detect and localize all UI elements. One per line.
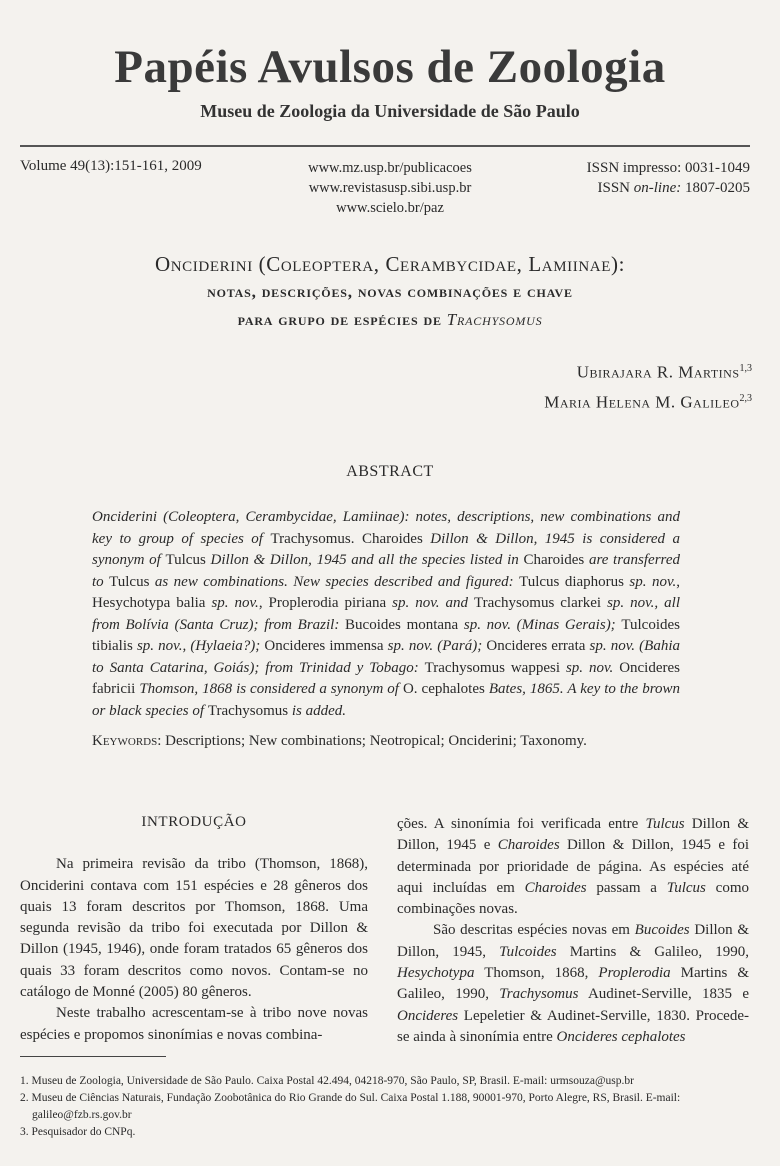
text-segment: Trachysomus (207, 702, 289, 719)
keywords-text: : Descriptions; New combinations; Neotropical; Onciderini; Taxonomy. (157, 733, 587, 749)
text-segment: Trachysomus wappesi (424, 659, 566, 676)
text-segment: Trachysomus clarkei (474, 595, 608, 611)
text-segment: Dillon & Dillon, 1945 e (397, 816, 749, 854)
left-column (20, 812, 368, 1046)
right-paragraph-1 (397, 814, 749, 920)
text-segment: Martins & Galileo, 1990, (397, 965, 749, 1003)
text-segment: Oncideres fabricii (92, 659, 680, 697)
text-segment: como combinações novas. (397, 879, 750, 918)
url-mz[interactable]: www.mz.usp.br/publicacoes (308, 160, 472, 176)
text-segment: is added. (288, 702, 347, 719)
text-segment: Dillon & Dillon, 1945 is considered a synonym of (92, 530, 680, 568)
text-segment: Trachysomus (499, 986, 579, 1003)
text-segment: Tulcus (645, 816, 685, 832)
text-segment: , Proplerodia piriana (258, 595, 393, 611)
text-segment: Oncideres cephalotes (556, 1028, 686, 1045)
text-segment: sp. nov., (Hylaeia?); (136, 638, 265, 654)
footnotes (20, 1073, 750, 1141)
text-segment: Tulcoides (499, 943, 557, 960)
intro-paragraph-2: Neste trabalho acrescentam-se à tribo nove novas espécies e propomos sinonímias e novas combina- (20, 1005, 368, 1043)
journal-title: Papéis Avulsos de Zoologia (114, 41, 666, 93)
url-revistas[interactable]: www.revistasusp.sibi.usp.br (308, 180, 472, 196)
issn-online: ISSN on-line: 1807-0205 (597, 180, 750, 196)
text-segment: Oncideres errata (486, 638, 590, 654)
keywords (92, 733, 680, 750)
text-segment: Trachysomus (270, 530, 351, 547)
text-segment: sp. nov. (Minas Gerais); (463, 616, 622, 633)
text-segment: Thomson, 1868 is considered a synonym of (139, 681, 403, 697)
header-rule (20, 145, 750, 147)
text-segment: sp. nov. (Bahia to Santa Catarina, Goiás); from Trinidad y Tobago: (92, 638, 680, 676)
issn-print: ISSN impresso: 0031-1049 (586, 160, 750, 176)
text-segment: Onciderini (Coleoptera, Cerambycidae, Lamiinae): notes, descriptions, new combinations and key to group of species of (92, 509, 680, 547)
text-segment: Charoides (524, 879, 587, 896)
text-segment: Bates, 1865. A key to the brown or black species of (92, 681, 680, 719)
url-scielo[interactable]: www.scielo.br/paz (336, 200, 444, 216)
text-segment: Charoides (523, 552, 585, 568)
text-segment: Proplerodia (598, 965, 671, 982)
article-title-line2: notas, descrições, novas combinações e chave (207, 282, 573, 301)
footnote-3: 3. Pesquisador do CNPq. (20, 1126, 136, 1138)
footnote-1: 1. Museu de Zoologia, Universidade de São Paulo. Caixa Postal 42.494, 04218-970, São Paulo, SP, Brasil. E-mail: urmsouza@usp.br (20, 1075, 634, 1087)
text-segment: passam a (586, 879, 667, 896)
abstract-heading: ABSTRACT (346, 463, 434, 480)
text-segment: Martins & Galileo, 1990, (556, 943, 749, 960)
text-segment: Tulcoides tibialis (92, 616, 680, 654)
author-martins: Ubirajara R. Martins$^{1,3}$ (576, 362, 752, 382)
text-segment: Dillon & Dillon, 1945 and all the species listed in (205, 552, 524, 568)
text-segment: Tulcus (165, 552, 206, 568)
volume-info: Volume 49(13):151-161, 2009 (20, 158, 202, 174)
keywords-label: Keywords (92, 733, 158, 749)
text-segment: Dillon & Dillon, 1945 e foi determinada por prioridade de página. As espécies até aqui incluídas em (397, 837, 749, 896)
url-list (260, 158, 520, 218)
intro-heading: INTRODUÇÃO (141, 814, 247, 830)
article-title-line3: para grupo de espécies de Trachysomus (237, 310, 543, 329)
text-segment: sp. nov. (211, 595, 259, 611)
text-segment: Audinet-Serville, 1835 e (578, 986, 749, 1003)
author-list (544, 356, 752, 415)
text-segment: sp. nov. (Pará); (387, 638, 487, 654)
article-title (0, 250, 780, 334)
journal-subtitle: Museu de Zoologia da Universidade de São Paulo (200, 101, 580, 121)
issn-block (587, 158, 750, 198)
text-segment: Tulcus diaphorus (519, 573, 630, 590)
text-segment: Oncideres (397, 1007, 459, 1024)
text-segment: Charoides (497, 837, 560, 854)
text-segment: sp. nov. (565, 659, 620, 676)
text-segment: , Hesychotypa balia (92, 573, 680, 611)
intro-paragraph-1: Na primeira revisão da tribo (Thomson, 1868), Onciderini contava com 151 espécies e 28 gêneros dos quais 13 foram descritos por Thomson, 1868. Uma segunda revisão da tribo foi executada por Dillon & Dillon (1945, 1946), onde foram tratados 65 gêneros dos quais 33 foram descritos como novos. Contam-se no catálogo de Monné (2005) 80 gêneros. (20, 856, 368, 1001)
article-title-line1: Onciderini (Coleoptera, Cerambycidae, Lamiinae): (154, 252, 626, 276)
text-segment: as new combinations. New species described and figured: (149, 573, 520, 590)
author-galileo: Maria Helena M. Galileo$^{2,3}$ (544, 392, 752, 412)
text-segment: Bucoides (634, 922, 690, 939)
abstract-body (92, 507, 680, 722)
text-segment: sp. nov., all from Bolívia (Santa Cruz); from Brazil: (92, 595, 680, 633)
text-segment: Bucoides montana (345, 616, 464, 633)
right-paragraph-2 (397, 920, 749, 1048)
text-segment: Thomson, 1868, (474, 965, 599, 982)
text-segment: Dillon & Dillon, 1945, (397, 922, 749, 960)
text-segment: sp. nov. (629, 573, 677, 590)
footnote-2: 2. Museu de Ciências Naturais, Fundação Zoobotânica do Rio Grande do Sul. Caixa Postal 1.188, 90001-970, Porto Alegre, RS, Brasil. E-mail: galileo@fzb.rs.gov.br (20, 1092, 681, 1121)
text-segment: ções. A sinonímia foi verificada entre (397, 816, 646, 832)
text-segment: Tulcus (666, 879, 706, 896)
right-column (397, 814, 749, 1048)
text-segment: Tulcus (109, 573, 150, 590)
text-segment: São descritas espécies novas em (433, 922, 635, 939)
text-segment: Hesychotypa (397, 965, 475, 982)
text-segment: O. cephalotes (402, 681, 489, 697)
text-segment: Oncideres immensa (264, 638, 388, 654)
text-segment: sp. nov. and (392, 595, 474, 611)
text-segment: Lepeletier & Audinet-Serville, 1830. Procede-se ainda à sinonímia entre (397, 1007, 749, 1045)
footnote-rule (20, 1056, 166, 1057)
text-segment: are transferred to (92, 552, 680, 590)
text-segment: . Charoides (350, 530, 431, 547)
